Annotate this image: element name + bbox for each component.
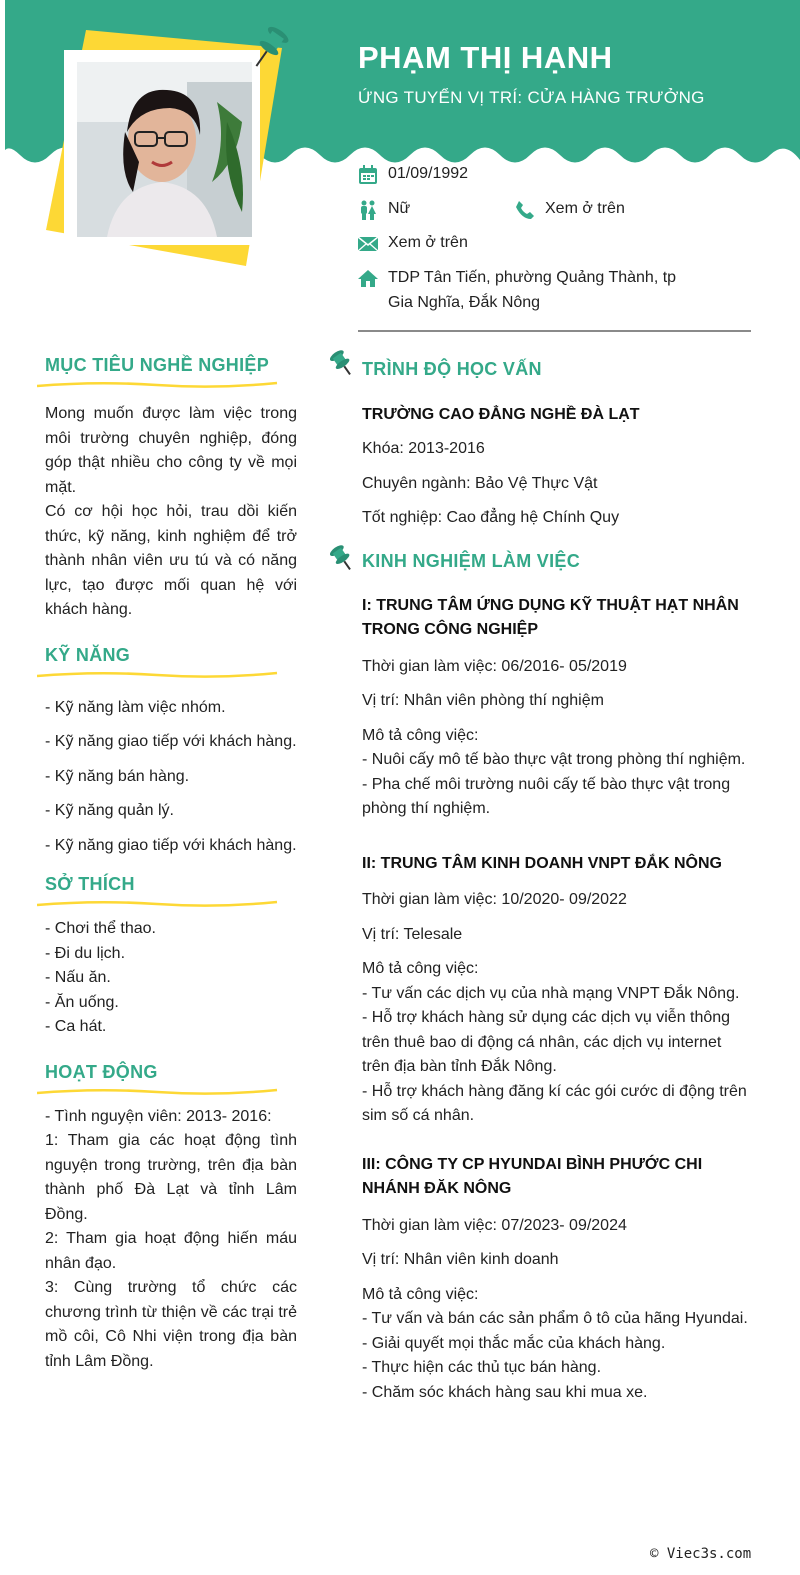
education-graduation: Tốt nghiệp: Cao đẳng hệ Chính Quy (362, 509, 620, 526)
job-company: I: TRUNG TÂM ỨNG DỤNG KỸ THUẬT HẠT NHÂN TRONG CÔNG NGHIỆP (362, 596, 739, 638)
objective-paragraph-2: Có cơ hội học hỏi, trau dồi kiến thức, kỹ năng, kinh nghiệm để trở thành nhân viên ưu tú và có năng lực, tạo được mối quan hệ với khách hàng. (45, 503, 297, 618)
email-value: Xem ở trên (388, 234, 468, 251)
contact-email (358, 234, 468, 254)
skill-item: - Kỹ năng làm việc nhóm. (45, 698, 226, 716)
job-role: Vị trí: Nhân viên phòng thí nghiệm (362, 692, 604, 709)
job-time: Thời gian làm việc: 07/2023- 09/2024 (362, 1216, 627, 1234)
skill-item: - Kỹ năng bán hàng. (45, 767, 190, 785)
pushpin-icon (248, 24, 290, 72)
left-column (45, 355, 297, 1374)
address-line-1: TDP Tân Tiến, phường Quảng Thành, tp (388, 269, 677, 286)
email-icon (358, 234, 378, 254)
candidate-name: PHẠM THỊ HẠNH (358, 40, 613, 75)
education-title: TRÌNH ĐỘ HỌC VẤN (362, 359, 542, 379)
wavy-underline (37, 1087, 282, 1097)
profile-photo (77, 62, 252, 237)
education-section (362, 359, 750, 531)
right-column (362, 350, 750, 1405)
job-role: Vị trí: Telesale (362, 925, 463, 943)
address-line-2: Gia Nghĩa, Đắk Nông (388, 294, 541, 311)
education-course: Khóa: 2013-2016 (362, 440, 485, 457)
pushpin-icon (328, 348, 356, 378)
job-time: Thời gian làm việc: 06/2016- 05/2019 (362, 657, 627, 675)
job-entry (362, 594, 750, 822)
job-time: Thời gian làm việc: 10/2020- 09/2022 (362, 891, 627, 908)
skills-section (45, 645, 297, 859)
job-desc-item: - Nuôi cấy mô tế bào thực vật trong phòng thí nghiệm. (362, 751, 746, 768)
skill-item: - Kỹ năng quản lý. (45, 802, 174, 819)
phone-icon (515, 200, 535, 220)
avatar (64, 50, 264, 250)
job-desc-label: Mô tả công việc: (362, 1285, 479, 1303)
contact-birthday (358, 165, 468, 185)
activities-title: HOẠT ĐỘNG (45, 1061, 158, 1082)
job-desc-item: - Giải quyết mọi thắc mắc của khách hàng. (362, 1334, 666, 1352)
job-desc-item: - Tư vấn các dịch vụ của nhà mạng VNPT Đắk Nông. (362, 984, 740, 1002)
job-entry (362, 852, 750, 1129)
school-name: TRƯỜNG CAO ĐẲNG NGHỀ ĐÀ LẠT (362, 406, 640, 423)
footer-watermark: © Viec3s.com (650, 1546, 752, 1562)
skill-item: - Kỹ năng giao tiếp với khách hàng. (45, 836, 297, 854)
job-desc-item: - Hỗ trợ khách hàng đăng kí các gói cước di động trên sim số cá nhân. (362, 1082, 747, 1124)
job-company: II: TRUNG TÂM KINH DOANH VNPT ĐẮK NÔNG (362, 854, 722, 872)
job-desc-label: Mô tả công việc: (362, 960, 479, 977)
hobby-item: - Nấu ăn. (45, 969, 111, 986)
job-desc-item: - Hỗ trợ khách hàng sử dụng các dịch vụ viễn thông trên thuê bao di động cá nhân, các dịch vụ internet trên địa bàn tỉnh Đắk Nông. (362, 1009, 731, 1075)
contact-address (358, 269, 676, 315)
job-desc-label: Mô tả công việc: (362, 726, 479, 744)
job-desc-item: - Pha chế môi trường nuôi cấy tế bào thực vật trong phòng thí nghiệm. (362, 775, 731, 817)
activity-line: 1: Tham gia các hoạt động tình nguyện trong trường, trên địa bàn thành phố Đà Lạt và tỉnh Lâm Đồng. (45, 1132, 297, 1223)
job-company: III: CÔNG TY CP HYUNDAI BÌNH PHƯỚC CHI NHÁNH ĐĂK NÔNG (362, 1155, 703, 1197)
skill-item: - Kỹ năng giao tiếp với khách hàng. (45, 733, 297, 750)
activity-line: - Tình nguyện viên: 2013- 2016: (45, 1107, 272, 1125)
wavy-underline (37, 899, 282, 909)
skills-title: KỸ NĂNG (45, 644, 131, 665)
hobby-item: - Ca hát. (45, 1018, 107, 1035)
objective-paragraph-1: Mong muốn được làm việc trong môi trường chuyên nghiệp, đóng góp thật nhiều cho công ty về mọi mặt. (45, 405, 297, 496)
job-desc-item: - Thực hiện các thủ tục bán hàng. (362, 1359, 602, 1376)
job-desc-item: - Tư vấn và bán các sản phẩm ô tô của hãng Hyundai. (362, 1310, 748, 1327)
wavy-underline (37, 670, 282, 680)
hobby-item: - Ăn uống. (45, 993, 119, 1011)
experience-title: KINH NGHIỆM LÀM VIỆC (362, 550, 581, 571)
activities-section (45, 1062, 297, 1375)
applied-position: ỨNG TUYỂN VỊ TRÍ: CỬA HÀNG TRƯỞNG (358, 88, 705, 107)
job-role: Vị trí: Nhân viên kinh doanh (362, 1251, 559, 1268)
experience-section (362, 551, 750, 1406)
pushpin-icon (328, 543, 356, 573)
home-icon (358, 269, 378, 289)
hobby-item: - Đi du lịch. (45, 944, 126, 962)
job-entry (362, 1153, 750, 1406)
contact-divider (358, 330, 751, 332)
contact-gender (358, 200, 410, 220)
calendar-icon (358, 165, 378, 185)
job-desc-item: - Chăm sóc khách hàng sau khi mua xe. (362, 1383, 648, 1401)
education-major: Chuyên ngành: Bảo Vệ Thực Vật (362, 474, 598, 492)
hobbies-section (45, 874, 297, 1040)
gender-icon (358, 200, 378, 220)
objective-section (45, 355, 297, 623)
gender-value: Nữ (388, 200, 411, 217)
wavy-underline (37, 380, 282, 390)
contact-phone (515, 200, 625, 220)
hobby-item: - Chơi thể thao. (45, 920, 156, 937)
hobbies-title: SỞ THÍCH (45, 874, 135, 894)
phone-value: Xem ở trên (545, 200, 625, 217)
birthday-value: 01/09/1992 (388, 165, 469, 182)
activity-line: 2: Tham gia hoạt động hiến máu nhân đạo. (45, 1230, 297, 1272)
activity-line: 3: Cùng trường tổ chức các chương trình từ thiện về các trại trẻ mồ côi, Cô Nhi viện trong địa bàn tỉnh Lâm Đồng. (45, 1279, 297, 1370)
objective-title: MỤC TIÊU NGHỀ NGHIỆP (45, 355, 270, 375)
